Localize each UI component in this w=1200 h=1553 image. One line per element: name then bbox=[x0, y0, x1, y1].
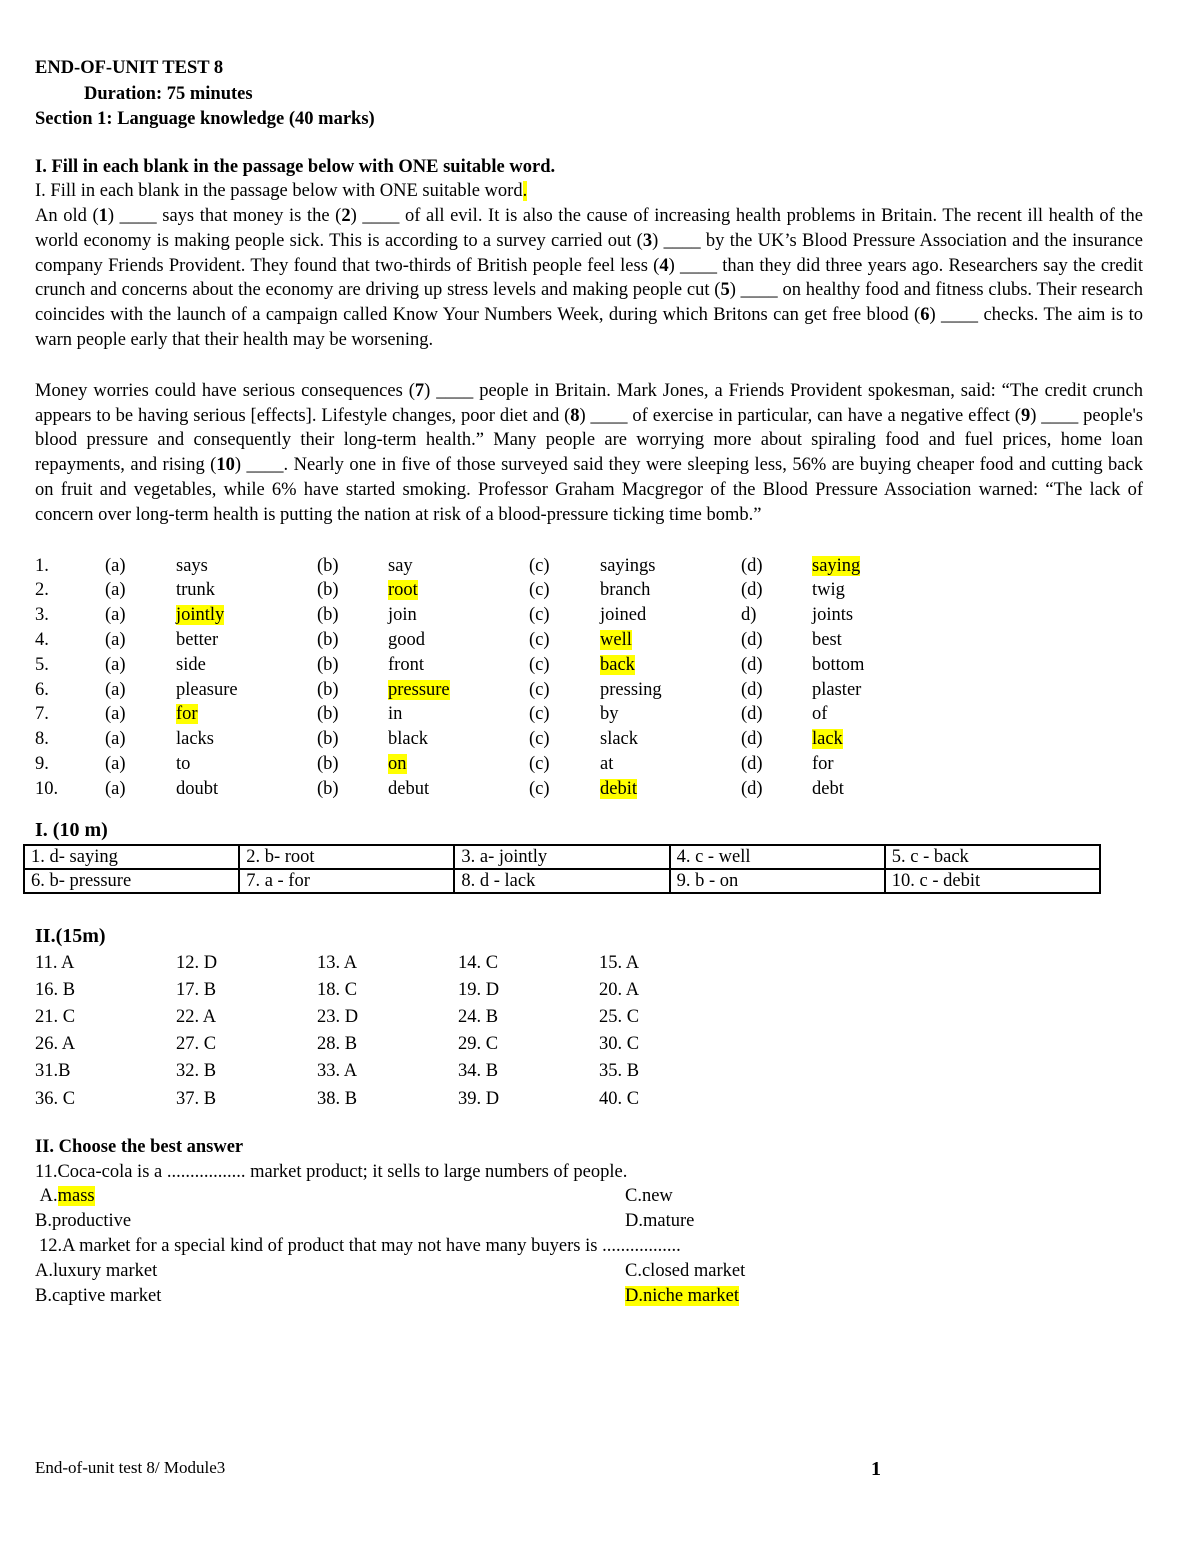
option-d: saying bbox=[812, 555, 861, 576]
answer-key-2-title: II.(15m) bbox=[35, 924, 106, 947]
answer-grid-cell: 30. C bbox=[599, 1034, 640, 1055]
answer-grid-cell: 21. C bbox=[35, 1007, 76, 1027]
option-label-d: (d) bbox=[741, 754, 763, 775]
answer-grid-cell: 20. A bbox=[599, 979, 640, 1000]
highlight-mark: . bbox=[522, 181, 528, 202]
answer-grid-cell: 18. C bbox=[317, 979, 358, 1000]
option-number: 4. bbox=[35, 630, 49, 651]
answer-grid-cell: 33. A bbox=[317, 1061, 358, 1082]
answer-grid-cell: 32. B bbox=[176, 1061, 217, 1082]
q12-stem: 12.A market for a special kind of product that may not have many buyers is ................. bbox=[39, 1235, 681, 1256]
option-label-c: (c) bbox=[529, 679, 550, 700]
option-label-d: (d) bbox=[741, 630, 763, 651]
option-number: 8. bbox=[35, 729, 49, 750]
option-a: trunk bbox=[176, 580, 216, 601]
option-a: doubt bbox=[176, 778, 219, 799]
option-label-d: (d) bbox=[741, 729, 763, 750]
blank-number: 1 bbox=[98, 206, 108, 227]
option-c: back bbox=[600, 654, 635, 675]
q11-option-c: C.new bbox=[625, 1186, 673, 1207]
option-label-a: (a) bbox=[105, 580, 126, 601]
part1-heading-text: I. Fill in each blank in the passage below with ONE suitable word bbox=[35, 181, 523, 202]
option-row bbox=[35, 554, 1143, 579]
option-label-b: (b) bbox=[317, 679, 339, 700]
document-page bbox=[31, 56, 1143, 1308]
answer-key-row bbox=[24, 845, 1100, 869]
answer-key-cell: 5. c - back bbox=[885, 845, 1100, 869]
option-label-c: (c) bbox=[529, 729, 550, 750]
correct-answer-highlight: mass bbox=[57, 1186, 95, 1207]
option-c: at bbox=[600, 754, 614, 775]
answer-key-2-grid bbox=[35, 950, 1143, 1113]
option-c: joined bbox=[600, 605, 647, 626]
q12-option-c: C.closed market bbox=[625, 1260, 746, 1281]
q11-options-row-1 bbox=[35, 1184, 1143, 1209]
option-label-d: (d) bbox=[741, 704, 763, 725]
option-row bbox=[35, 752, 1143, 777]
q11-stem: 11.Coca-cola is a ................. market product; it sells to large numbers of people. bbox=[35, 1161, 628, 1182]
option-number: 1. bbox=[35, 555, 49, 576]
option-a: for bbox=[176, 704, 198, 725]
answer-grid-cell: 31.B bbox=[35, 1061, 71, 1082]
option-row bbox=[35, 628, 1143, 653]
spacer bbox=[35, 1113, 1143, 1135]
answer-grid-cell: 14. C bbox=[458, 952, 499, 973]
answer-grid-cell: 29. C bbox=[458, 1034, 499, 1055]
q12-option-d: D.niche market bbox=[625, 1285, 740, 1306]
answer-grid-row bbox=[35, 1086, 1143, 1113]
blank-number: 10 bbox=[216, 455, 235, 476]
option-b: black bbox=[388, 729, 429, 750]
option-b: front bbox=[388, 654, 424, 675]
option-label-b: (b) bbox=[317, 754, 339, 775]
answer-grid-row bbox=[35, 1004, 1143, 1031]
q11-option-b: B.productive bbox=[35, 1211, 132, 1232]
answer-grid-cell: 19. D bbox=[458, 979, 500, 1000]
answer-key-cell: 8. d - lack bbox=[454, 869, 669, 893]
option-d: of bbox=[812, 704, 828, 725]
option-label-b: (b) bbox=[317, 605, 339, 626]
option-label-c: (c) bbox=[529, 704, 550, 725]
option-label-c: (c) bbox=[529, 555, 550, 576]
option-c: by bbox=[600, 704, 619, 725]
answer-grid-cell: 11. A bbox=[35, 952, 75, 973]
q12-option-b: B.captive market bbox=[35, 1285, 162, 1306]
blank-number: 3 bbox=[642, 230, 653, 251]
answer-grid-cell: 23. D bbox=[317, 1007, 359, 1027]
option-label-a: (a) bbox=[105, 778, 126, 799]
answer-key-cell: 9. b - on bbox=[670, 869, 885, 893]
option-d: for bbox=[812, 754, 834, 775]
test-duration: Duration: 75 minutes bbox=[84, 83, 253, 104]
answer-grid-cell: 27. C bbox=[176, 1034, 217, 1055]
answer-grid-row bbox=[35, 977, 1143, 1004]
answer-key-1-table bbox=[23, 844, 1101, 894]
section-title: Section 1: Language knowledge (40 marks) bbox=[35, 109, 375, 129]
answer-grid-cell: 28. B bbox=[317, 1034, 358, 1055]
spacer bbox=[35, 528, 1143, 554]
option-row bbox=[35, 678, 1143, 703]
option-number: 7. bbox=[35, 704, 49, 725]
option-a: better bbox=[176, 630, 219, 651]
q12-options-row-2 bbox=[35, 1284, 1143, 1309]
q12-option-a: A.luxury market bbox=[35, 1260, 158, 1281]
option-label-a: (a) bbox=[105, 555, 126, 576]
answer-key-cell: 4. c - well bbox=[670, 845, 885, 869]
footer-module-label: End-of-unit test 8/ Module3 bbox=[35, 1458, 226, 1477]
option-b: good bbox=[388, 630, 425, 651]
answer-key-cell: 10. c - debit bbox=[885, 869, 1100, 893]
option-label-c: (c) bbox=[529, 654, 550, 675]
spacer bbox=[35, 894, 1143, 922]
option-c: sayings bbox=[600, 555, 656, 576]
option-d: plaster bbox=[812, 679, 862, 700]
answer-grid-cell: 25. C bbox=[599, 1007, 640, 1027]
blank-number: 6 bbox=[920, 305, 930, 326]
option-b: in bbox=[388, 704, 403, 725]
option-label-b: (b) bbox=[317, 555, 339, 576]
passage-paragraph-2: Money worries could have serious consequences (7) ____ people in Britain. Mark Jones, a Friends Provident spokesman, said: “The credit crunch appears to be having serious [effects]. Lifestyle changes, poor diet and (8) ____ of exercise in particular, can have a negative effect (9) ____ people's blood pressure and consequently their long-term health.” Many people are worrying more about spiraling food and fuel prices, home loan repayments, and rising (10) ____. Nearly one in five of those surveyed said they were sleeping less, 56% are buying cheaper food and cutting back on fruit and vegetables, while 6% have started smoking. Professor Graham Macgregor of the Blood Pressure Association warned: “The lack of concern over long-term health is putting the nation at risk of a blood-pressure ticking time bomb.” bbox=[35, 380, 1143, 525]
option-b: pressure bbox=[388, 679, 450, 700]
option-b: debut bbox=[388, 778, 430, 799]
answer-grid-cell: 24. B bbox=[458, 1007, 499, 1027]
answer-grid-cell: 13. A bbox=[317, 952, 358, 973]
option-label-a: (a) bbox=[105, 654, 126, 675]
option-label-d: (d) bbox=[741, 654, 763, 675]
option-number: 10. bbox=[35, 778, 59, 799]
option-label-b: (b) bbox=[317, 778, 339, 799]
option-label-d: (d) bbox=[741, 778, 763, 799]
option-label-c: (c) bbox=[529, 580, 550, 601]
answer-grid-cell: 40. C bbox=[599, 1088, 640, 1109]
blank-number: 2 bbox=[341, 206, 351, 227]
part1-heading-plain bbox=[35, 179, 1143, 204]
answer-key-1-title: I. (10 m) bbox=[35, 818, 108, 841]
option-a: jointly bbox=[176, 605, 225, 626]
option-d: debt bbox=[812, 778, 844, 799]
answer-grid-cell: 12. D bbox=[176, 952, 218, 973]
answer-grid-cell: 34. B bbox=[458, 1061, 499, 1082]
option-b: root bbox=[388, 580, 418, 601]
option-a: says bbox=[176, 555, 208, 576]
option-a: to bbox=[176, 754, 191, 775]
option-label-d: (d) bbox=[741, 679, 763, 700]
answer-grid-cell: 37. B bbox=[176, 1088, 217, 1109]
option-label-d: (d) bbox=[741, 555, 763, 576]
option-label-a: (a) bbox=[105, 679, 126, 700]
part2-heading: II. Choose the best answer bbox=[35, 1136, 244, 1157]
option-label-c: (c) bbox=[529, 630, 550, 651]
option-label-d: (d) bbox=[741, 580, 763, 601]
answer-grid-cell: 22. A bbox=[176, 1007, 217, 1027]
answer-grid-cell: 39. D bbox=[458, 1088, 500, 1109]
answer-key-cell: 6. b- pressure bbox=[24, 869, 239, 893]
answer-grid-cell: 16. B bbox=[35, 979, 76, 1000]
option-number: 5. bbox=[35, 654, 49, 675]
option-number: 2. bbox=[35, 580, 49, 601]
q12-options-row-1 bbox=[35, 1259, 1143, 1284]
part1-heading-bold: I. Fill in each blank in the passage below with ONE suitable word. bbox=[35, 156, 556, 177]
option-row bbox=[35, 653, 1143, 678]
option-c: slack bbox=[600, 729, 639, 750]
option-d: twig bbox=[812, 580, 845, 601]
passage-paragraph-1: An old (1) ____ says that money is the (2) ____ of all evil. It is also the cause of increasing health problems in Britain. The recent ill health of the world economy is making people sick. This is according to a survey carried out (3) ____ by the UK’s Blood Pressure Association and the insurance company Friends Provident. They found that two-thirds of British people feel less (4) ____ than they did three years ago. Researchers say the credit crunch and concerns about the economy are driving up stress levels and making people cut (5) ____ on healthy food and fitness clubs. Their research coincides with the launch of a campaign called Know Your Numbers Week, during which Britons can get free blood (6) ____ checks. The aim is to warn people early that their health may be worsening. bbox=[35, 206, 1143, 351]
blank-number: 9 bbox=[1020, 405, 1031, 426]
page-number: 1 bbox=[871, 1458, 881, 1480]
blank-number: 7 bbox=[414, 380, 425, 401]
option-row bbox=[35, 702, 1143, 727]
option-row bbox=[35, 578, 1143, 603]
option-b: say bbox=[388, 555, 413, 576]
option-label-b: (b) bbox=[317, 704, 339, 725]
option-label-a: (a) bbox=[105, 754, 126, 775]
option-b: join bbox=[388, 605, 417, 626]
option-d: bottom bbox=[812, 654, 865, 675]
option-d: best bbox=[812, 630, 842, 651]
option-c: branch bbox=[600, 580, 651, 601]
option-a: side bbox=[176, 654, 206, 675]
answer-grid-cell: 26. A bbox=[35, 1034, 76, 1055]
spacer bbox=[35, 353, 1143, 379]
option-label-c: (c) bbox=[529, 605, 550, 626]
option-label-b: (b) bbox=[317, 729, 339, 750]
option-a: lacks bbox=[176, 729, 215, 750]
answer-grid-cell: 36. C bbox=[35, 1088, 76, 1109]
answer-grid-row bbox=[35, 950, 1143, 977]
option-label-a: (a) bbox=[105, 605, 126, 626]
answer-grid-cell: 15. A bbox=[599, 952, 640, 973]
q11-options-row-2 bbox=[35, 1209, 1143, 1234]
option-label-d: d) bbox=[741, 605, 757, 626]
option-label-a: (a) bbox=[105, 729, 126, 750]
option-row bbox=[35, 727, 1143, 752]
answer-key-row bbox=[24, 869, 1100, 893]
answer-grid-row bbox=[35, 1058, 1143, 1085]
q11-option-d: D.mature bbox=[625, 1211, 695, 1232]
option-d: lack bbox=[812, 729, 843, 750]
option-row bbox=[35, 603, 1143, 628]
option-d: joints bbox=[812, 605, 854, 626]
answer-grid-cell: 35. B bbox=[599, 1061, 640, 1082]
answer-grid-cell: 17. B bbox=[176, 979, 217, 1000]
q11-option-a: A.mass bbox=[39, 1186, 95, 1207]
option-b: on bbox=[388, 754, 407, 775]
test-title: END-OF-UNIT TEST 8 bbox=[35, 58, 224, 78]
option-number: 6. bbox=[35, 679, 49, 700]
answer-key-cell: 7. a - for bbox=[239, 869, 454, 893]
option-a: pleasure bbox=[176, 679, 238, 700]
option-c: pressing bbox=[600, 679, 662, 700]
option-label-b: (b) bbox=[317, 654, 339, 675]
spacer bbox=[35, 133, 1143, 155]
blank-number: 4 bbox=[659, 255, 669, 276]
blank-number: 5 bbox=[720, 280, 730, 301]
answer-key-cell: 1. d- saying bbox=[24, 845, 239, 869]
option-label-b: (b) bbox=[317, 580, 339, 601]
answer-key-cell: 2. b- root bbox=[239, 845, 454, 869]
option-number: 9. bbox=[35, 754, 49, 775]
answer-grid-row bbox=[35, 1031, 1143, 1058]
answer-key-cell: 3. a- jointly bbox=[454, 845, 669, 869]
option-label-c: (c) bbox=[529, 754, 550, 775]
answer-grid-cell: 38. B bbox=[317, 1088, 358, 1109]
option-number: 3. bbox=[35, 605, 49, 626]
option-label-a: (a) bbox=[105, 704, 126, 725]
options-list bbox=[35, 554, 1143, 802]
option-c: debit bbox=[600, 778, 637, 799]
option-c: well bbox=[600, 630, 632, 651]
spacer bbox=[35, 802, 1143, 816]
option-label-c: (c) bbox=[529, 778, 550, 799]
option-label-a: (a) bbox=[105, 630, 126, 651]
option-row bbox=[35, 777, 1143, 802]
blank-number: 8 bbox=[570, 405, 580, 426]
option-label-b: (b) bbox=[317, 630, 339, 651]
